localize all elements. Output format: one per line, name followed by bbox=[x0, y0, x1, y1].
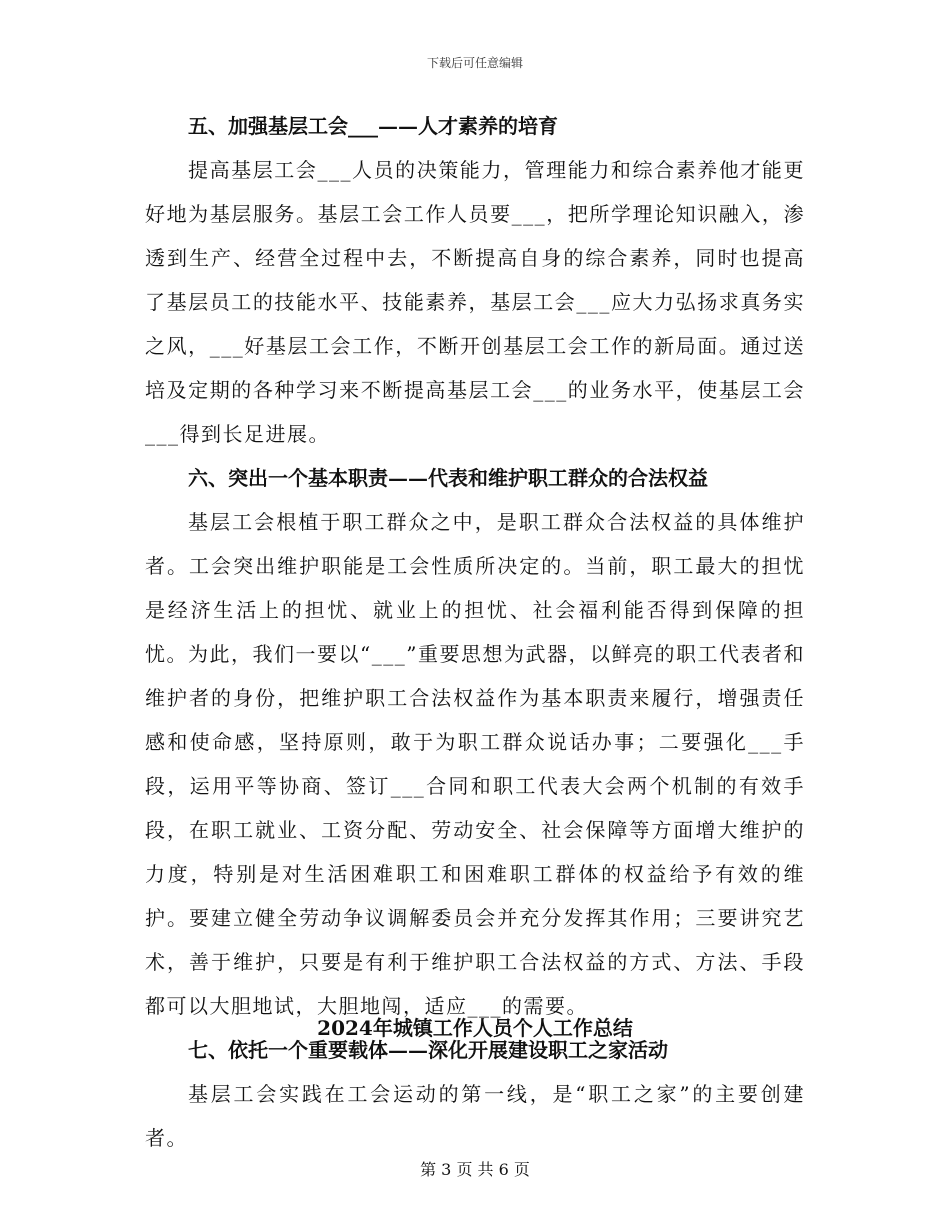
section-paragraph-7: 基层工会实践在工会运动的第一线，是“职工之家”的主要创建者。 bbox=[145, 1082, 805, 1150]
document-body bbox=[145, 104, 805, 1160]
document-title: 2024年城镇工作人员个人工作总结 bbox=[317, 1016, 633, 1040]
section-paragraph-6: 基层工会根植于职工群众之中，是职工群众合法权益的具体维护者。工会突出维护职能是工会性质所决定的。当前，职工最大的担忧是经济生活上的担忧、就业上的担忧、社会福利能否得到保障的担忧。为此，我们一要以“___”重要思想为武器，以鲜亮的职工代表者和维护者的身份，把维护职工合法权益作为基本职责来履行，增强责任感和使命感，坚持原则，敢于为职工群众说话办事；二要强化___手段，运用平等协商、签订___合同和职工代表大会两个机制的有效手段，在职工就业、工资分配、劳动安全、社会保障等方面增大维护的力度，特别是对生活困难职工和困难职工群体的权益给予有效的维护。要建立健全劳动争议调解委员会并充分发挥其作用；三要讲究艺术，善于维护，只要是有利于维护职工合法权益的方式、方法、手段都可以大胆地试，大胆地闯，适应___的需要。 bbox=[145, 510, 805, 1018]
section-heading-6: 六、突出一个基本职责——代表和维护职工群众的合法权益 bbox=[188, 466, 708, 490]
section-heading-5: 五、加强基层工会___——人才素养的培育 bbox=[188, 114, 558, 138]
page-footer: 第 3 页 共 6 页 bbox=[420, 1160, 530, 1179]
section-heading-7: 七、依托一个重要载体——深化开展建设职工之家活动 bbox=[188, 1038, 668, 1062]
section-paragraph-5: 提高基层工会___人员的决策能力，管理能力和综合素养他才能更好地为基层服务。基层工会工作人员要___，把所学理论知识融入，渗透到生产、经营全过程中去，不断提高自身的综合素养，同时也提高了基层员工的技能水平、技能素养，基层工会___应大力弘扬求真务实之风，___好基层工会工作，不断开创基层工会工作的新局面。通过送培及定期的各种学习来不断提高基层工会___的业务水平，使基层工会___得到长足进展。 bbox=[145, 158, 805, 446]
header-note: 下载后可任意编辑 bbox=[426, 56, 523, 70]
